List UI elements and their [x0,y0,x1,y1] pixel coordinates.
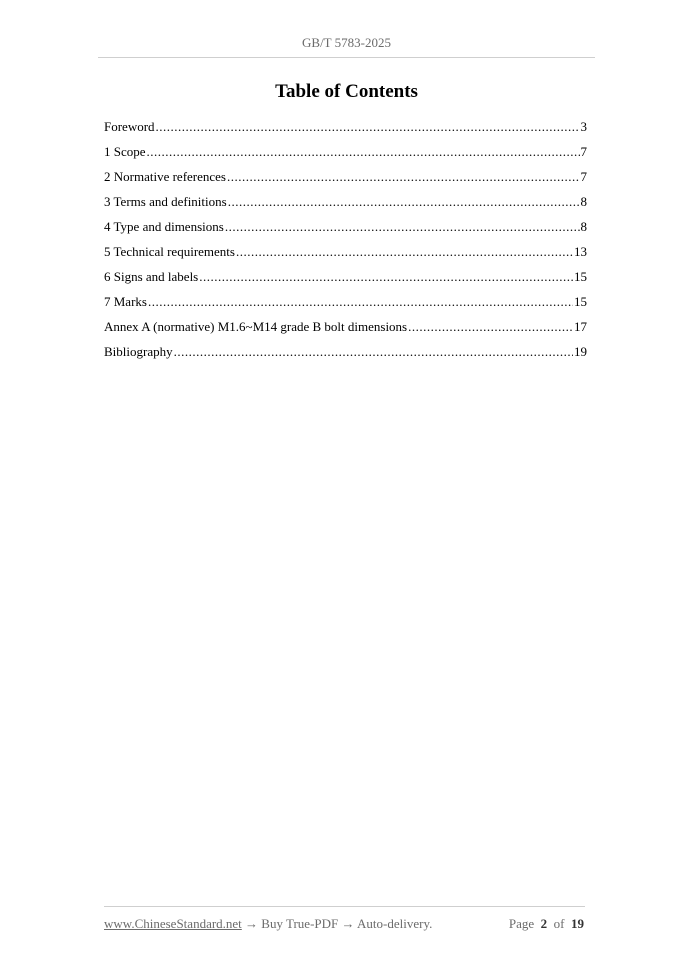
of-word: of [553,916,565,931]
toc-dot-leader [228,193,580,210]
toc-entry-label: 4 Type and dimensions [104,219,224,234]
document-code: GB/T 5783-2025 [302,35,391,50]
header-divider [98,57,595,58]
toc-entry-label: 2 Normative references [104,169,226,184]
toc-list [104,118,587,368]
toc-entry-label: Annex A (normative) M1.6~M14 grade B bolt dimensions [104,319,408,334]
toc-entry-terms-and-definitions[interactable] [104,193,587,218]
toc-dot-leader [156,118,580,135]
toc-dot-leader [225,218,580,235]
toc-entry-annex-a[interactable] [104,318,587,343]
toc-entry-page: 13 [574,244,587,259]
toc-entry-page: 19 [574,344,587,359]
toc-entry-foreword[interactable] [104,118,587,143]
toc-entry-page: 17 [574,319,587,334]
toc-entry-label: 7 Marks [104,294,147,309]
toc-entry-label: 1 Scope [104,144,146,159]
footer-delivery-text: Auto-delivery. [357,916,433,931]
toc-entry-page: 3 [580,119,587,134]
footer-promo [104,916,432,932]
page-current: 2 [540,916,548,931]
toc-entry-page: 7 [580,144,587,159]
footer-buy-text: Buy True-PDF [261,916,339,931]
toc-dot-leader [227,168,580,185]
toc-entry-page: 15 [574,294,587,309]
website-link[interactable]: www.ChineseStandard.net [104,916,242,931]
page-indicator [509,916,584,932]
toc-dot-leader [148,293,573,310]
arrow-right-icon: → [341,916,355,931]
toc-dot-leader [199,268,573,285]
toc-entry-type-and-dimensions[interactable] [104,218,587,243]
toc-entry-page: 8 [580,194,587,209]
arrow-right-icon: → [245,916,259,931]
toc-entry-label: Foreword [104,119,155,134]
toc-dot-leader [147,143,580,160]
toc-entry-page: 8 [580,219,587,234]
toc-entry-signs-and-labels[interactable] [104,268,587,293]
toc-entry-page: 7 [580,169,587,184]
footer-divider [104,906,585,907]
toc-entry-label: 5 Technical requirements [104,244,235,259]
toc-entry-label: 3 Terms and definitions [104,194,227,209]
page-total: 19 [571,916,584,931]
toc-dot-leader [236,243,573,260]
toc-entry-label: Bibliography [104,344,173,359]
toc-entry-label: 6 Signs and labels [104,269,199,284]
toc-dot-leader [408,318,573,335]
toc-entry-normative-references[interactable] [104,168,587,193]
toc-entry-page: 15 [574,269,587,284]
toc-entry-bibliography[interactable] [104,343,587,368]
toc-entry-scope[interactable] [104,143,587,168]
toc-dot-leader [174,343,573,360]
toc-entry-marks[interactable] [104,293,587,318]
toc-entry-technical-requirements[interactable] [104,243,587,268]
toc-title: Table of Contents [275,81,418,102]
page-word: Page [508,916,535,931]
